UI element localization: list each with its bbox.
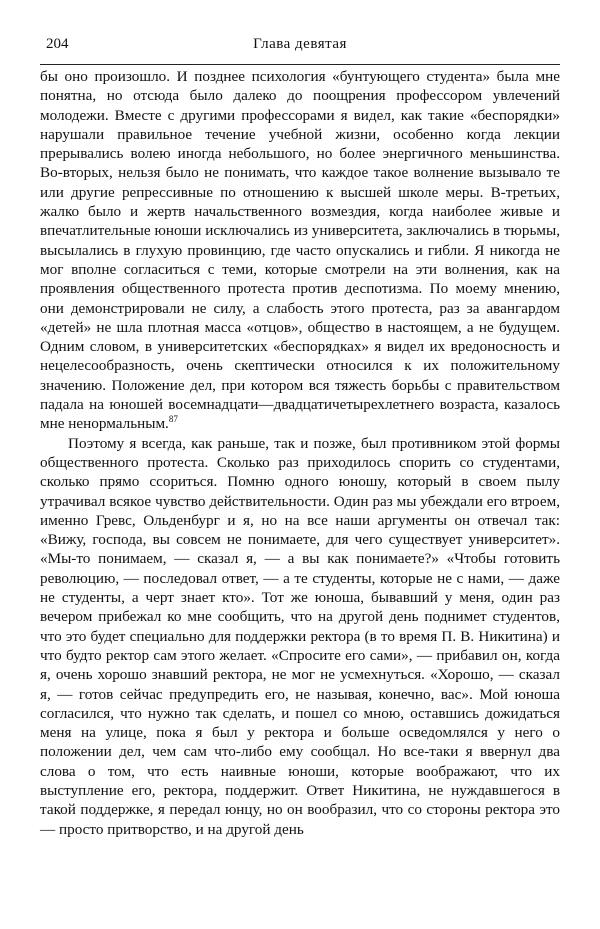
paragraph: Поэтому я всегда, как раньше, так и позже, был противником этой формы общественного протеста. Сколько раз приходилось спорить со студентами, сколько прямо ссориться. Помню одного юношу, который в своем пылу утрачивал всякое чувство действительности. Один раз мы убеждали его втроем, именно Гревс, Ольденбург и я, но на все наши аргументы он отвечал так: «Вижу, господа, вы совсем не понимаете, для чего существует университет». «Мы-то понимаем, — сказал я, — а вы как понимаете?» «Чтобы готовить революцию, — последовал ответ, — а те студенты, которые не с нами, — даже не студенты, а черт знает кто». Тот же юноша, бывавший у меня, один раз вечером прибежал ко мне сообщить, что на другой день поднимет студентов, что это будет специально для поддержки ректора (в то время П. В. Никитина) и что будто ректор сам этого желает. «Спросите его сами», — прибавил он, когда я, очень хорошо знавший ректора, не мог не усмехнуться. «Хорошо, — сказал я, — готов сейчас предупредить его, не называя, конечно, вас». Мой юноша согласился, что нужно так сделать, и пошел со мною, оставшись дожидаться меня на улице, пока я был у ректора и больше осведомлялся у него о положении дел, чем сам что-либо ему сообщал. Но все-таки я ввернул два слова о том, что есть наивные юноши, которые воображают, что их выступление его, ректора, поддержит. Ответ Никитина, не нуждавшегося в такой поддержке, я передал юнцу, но он вообразил, что со стороны ректора это — просто притворство, и на другой день xyxy=(40,434,560,838)
paragraph-continued xyxy=(40,67,560,434)
page-number: 204 xyxy=(46,36,69,52)
book-page xyxy=(40,32,560,839)
header-rule xyxy=(40,64,560,65)
footnote-reference: 87 xyxy=(168,414,178,425)
chapter-title: Глава девятая xyxy=(253,36,347,52)
page-header xyxy=(40,32,560,54)
body-text xyxy=(40,67,560,839)
paragraph-1-text: бы оно произошло. И позднее психология «бунтующего студента» была мне понятна, но отсюда было далеко до поощрения профессором увлечений молодежи. Вместе с другими профессорами я видел, как такие «беспорядки» нарушали правильное течение учебной жизни, особенно когда лекции прерывались волею иногда небольшого, но более энергичного меньшинства. Во-вторых, нельзя было не понимать, что каждое такое волнение вызывало те или другие репрессивные по отношению к высшей школе меры. В-третьих, жалко было и жертв начальственного возмездия, когда наиболее живые и впечатлительные юноши исключались из университета, заключались в тюрьмы, высылались в глухую провинцию, где часто опускались и гибли. Я никогда не мог вполне согласиться с теми, которые смотрели на эти волнения, как на проявления общественного протеста против деспотизма. По моему мнению, они демонстрировали не силу, а слабость этого протеста, раз за авангардом «детей» не шла плотная масса «отцов», общество в настоящем, а не будущем. Одним словом, в университетских «беспорядках» я видел их вредоносность и нецелесообразность, очень скептически относился к их положительному значению. Положение дел, при котором вся тяжесть борьбы с правительством падала на юношей восемнадцати—двадцатичетырехлетнего возраста, казалось мне ненормальным. xyxy=(40,68,560,433)
